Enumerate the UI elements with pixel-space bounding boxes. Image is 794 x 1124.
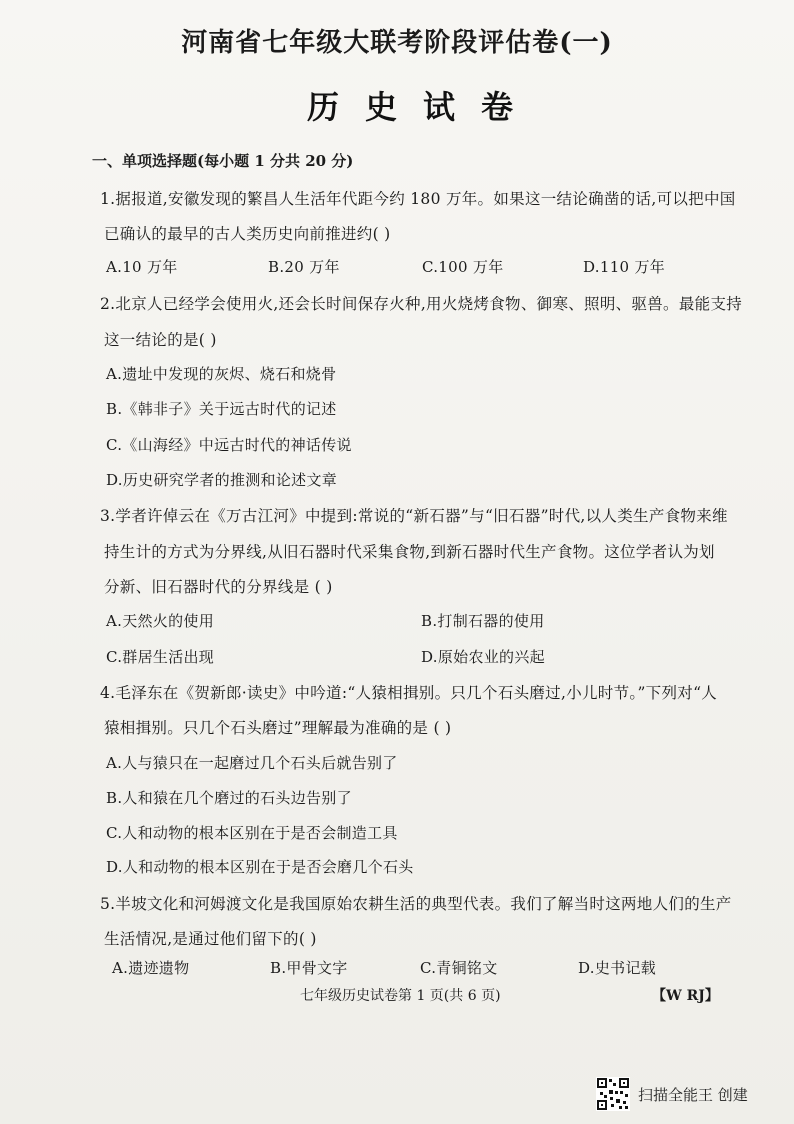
exam-title: 河南省七年级大联考阶段评估卷(一) [181,28,613,58]
question-3-line-1: 3.学者许倬云在《万古江河》中提到:常说的“新石器”与“旧石器”时代,以人类生产食物来维 [100,507,728,525]
question-1-option-d: D.110 万年 [583,258,666,276]
question-3-option-d: D.原始农业的兴起 [421,648,545,666]
question-4-option-a: A.人与猿只在一起磨过几个石头后就告别了 [106,754,398,772]
question-3-option-b: B.打制石器的使用 [421,612,545,630]
subject-title: 历史试卷 [306,88,539,126]
question-2-line-1: 2.北京人已经学会使用火,还会长时间保存火种,用火烧烤食物、御寒、照明、驱兽。最能支持 [100,295,743,313]
question-3-option-c: C.群居生活出现 [106,648,215,666]
question-4-line-2: 猿相揖别。只几个石头磨过”理解最为准确的是 ( ) [104,719,452,737]
question-4-option-b: B.人和猿在几个磨过的石头边告别了 [106,789,352,807]
question-1-line-2: 已确认的最早的古人类历史向前推进约( ) [104,225,391,243]
question-5-line-1: 5.半坡文化和河姆渡文化是我国原始农耕生活的典型代表。我们了解当时这两地人们的生产 [100,895,732,913]
question-5-option-c: C.青铜铭文 [420,959,498,977]
question-4-option-c: C.人和动物的根本区别在于是否会制造工具 [106,824,398,842]
question-5-line-2: 生活情况,是通过他们留下的( ) [104,930,317,948]
question-1-option-a: A.10 万年 [106,258,178,276]
question-2-option-c: C.《山海经》中远古时代的神话传说 [106,436,352,454]
question-3-line-2: 持生计的方式为分界线,从旧石器时代采集食物,到新石器时代生产食物。这位学者认为划 [104,543,715,561]
question-4-line-1: 4.毛泽东在《贺新郎·读史》中吟道:“人猿相揖别。只几个石头磨过,小儿时节。”下列对“人 [100,684,718,702]
question-2-option-b: B.《韩非子》关于远古时代的记述 [106,400,337,418]
question-2-line-2: 这一结论的是( ) [104,331,217,349]
question-4-option-d: D.人和动物的根本区别在于是否会磨几个石头 [106,858,414,876]
question-5-option-a: A.遗迹遗物 [112,959,190,977]
question-2-option-d: D.历史研究学者的推测和论述文章 [106,471,338,489]
question-1-option-c: C.100 万年 [422,258,504,276]
edition-code: 【W RJ】 [652,988,719,1004]
scanner-watermark: 扫描全能王 创建 [638,1086,748,1104]
question-3-option-a: A.天然火的使用 [106,612,215,630]
question-5-option-b: B.甲骨文字 [270,959,348,977]
page-footer: 七年级历史试卷第 1 页(共 6 页) [300,988,501,1004]
question-5-option-d: D.史书记载 [578,959,657,977]
qr-code-icon [596,1077,630,1111]
question-2-option-a: A.遗址中发现的灰烬、烧石和烧骨 [106,365,337,383]
question-1-option-b: B.20 万年 [268,258,340,276]
question-3-line-3: 分新、旧石器时代的分界线是 ( ) [104,578,333,596]
question-1-line-1: 1.据报道,安徽发现的繁昌人生活年代距今约 180 万年。如果这一结论确凿的话,可以把中国 [100,190,736,208]
section-heading: 一、单项选择题(每小题 1 分共 20 分) [92,152,354,170]
